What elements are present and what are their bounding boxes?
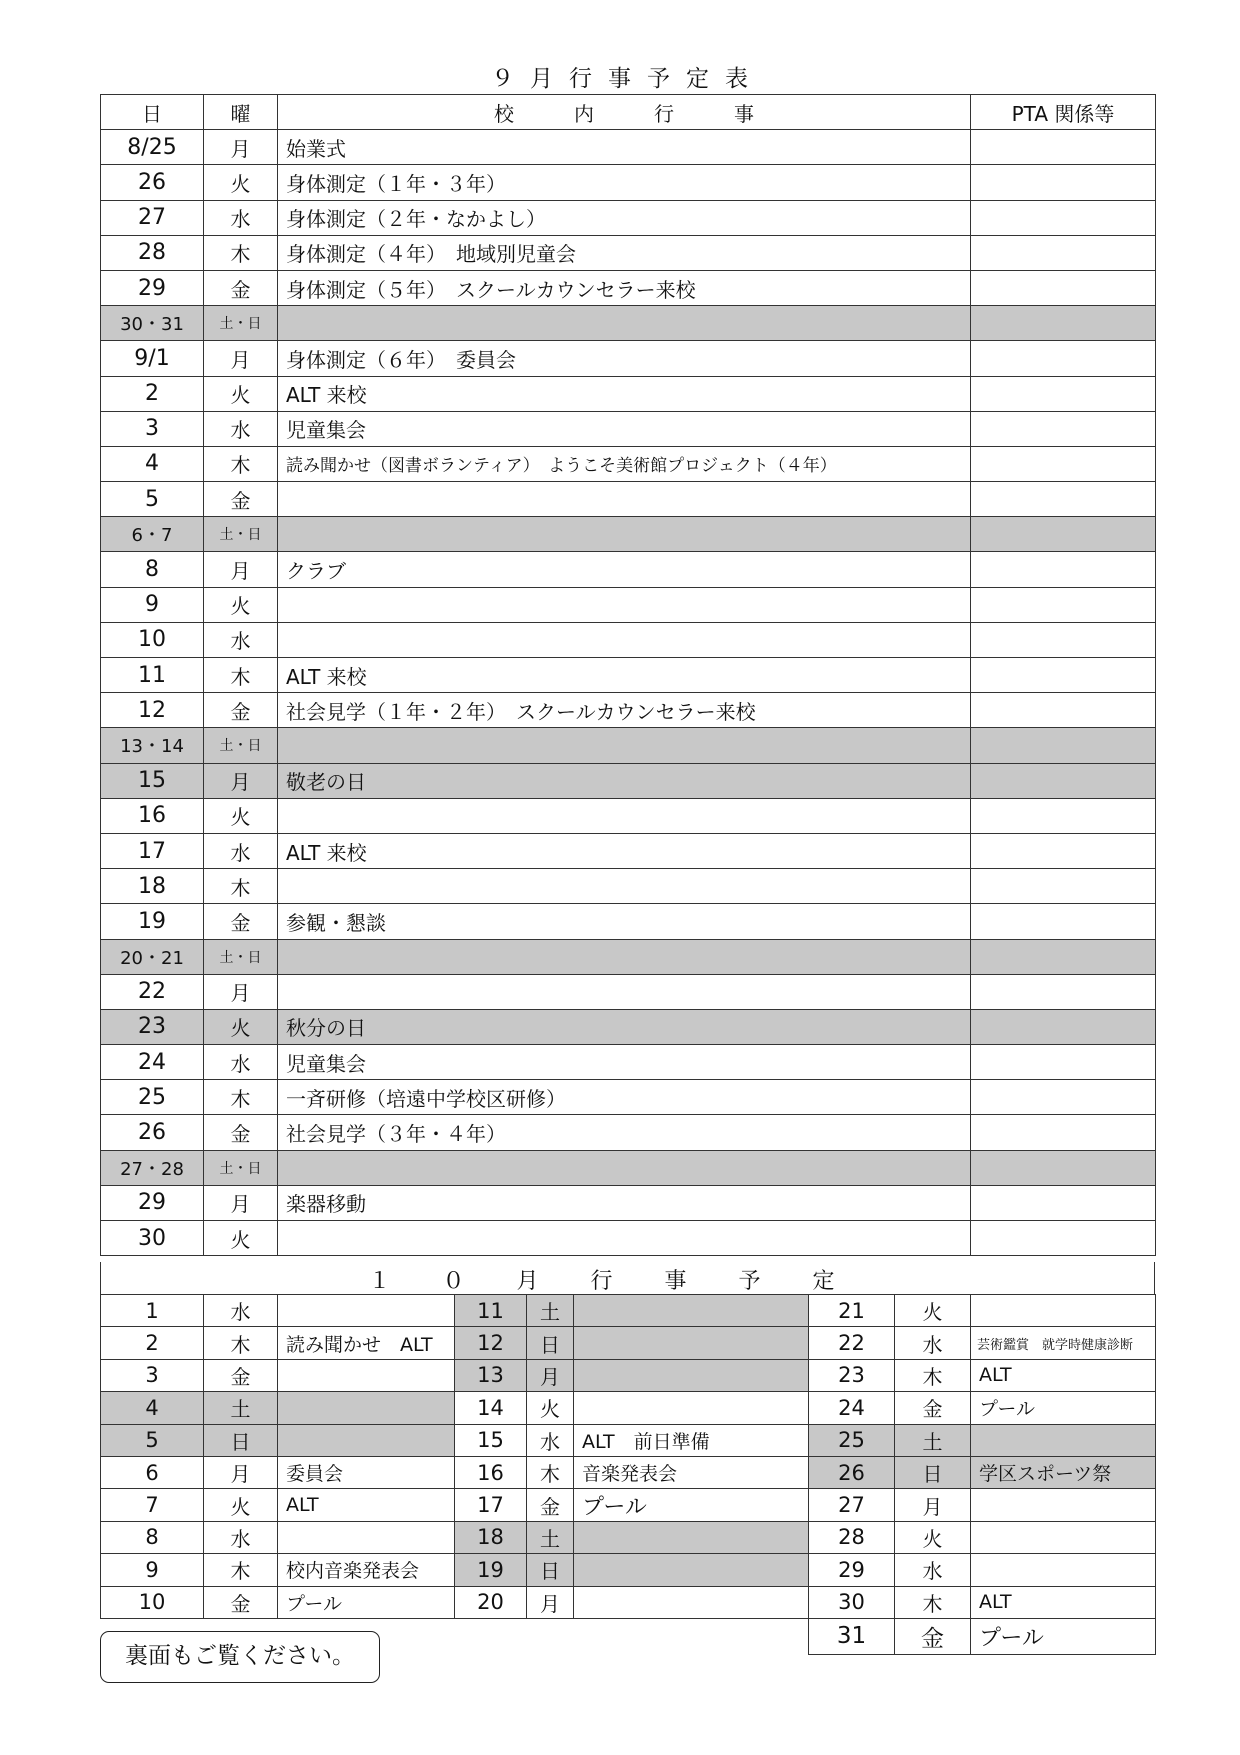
row-day-of-week: 金 <box>204 482 278 517</box>
row-date: 27 <box>101 200 204 235</box>
row-event <box>971 1554 1156 1586</box>
row-pta <box>971 869 1156 904</box>
row-date: 15 <box>455 1424 527 1456</box>
row-pta <box>971 200 1156 235</box>
row-day-of-week: 土・日 <box>204 728 278 763</box>
table-row <box>455 1359 809 1391</box>
row-date: 30 <box>101 1221 204 1256</box>
row-date: 3 <box>101 1359 204 1391</box>
row-day-of-week: 金 <box>527 1489 574 1521</box>
row-date: 5 <box>101 1424 204 1456</box>
row-event: ALT 前日準備 <box>574 1424 809 1456</box>
row-event <box>278 939 971 974</box>
row-event <box>971 1424 1156 1456</box>
table-row <box>101 341 1156 376</box>
row-day-of-week: 土 <box>204 1392 278 1424</box>
row-pta <box>971 1150 1156 1185</box>
october-title: １０月行事予定 <box>100 1262 1155 1294</box>
row-event <box>278 1359 455 1391</box>
row-day-of-week: 火 <box>204 587 278 622</box>
table-row <box>101 587 1156 622</box>
table-row <box>455 1424 809 1456</box>
row-event: 参観・懇談 <box>278 904 971 939</box>
table-row <box>101 1489 455 1521</box>
row-event <box>278 482 971 517</box>
row-day-of-week: 金 <box>204 1586 278 1618</box>
row-day-of-week: 水 <box>204 411 278 446</box>
row-date: 17 <box>101 833 204 868</box>
row-date: 22 <box>809 1327 895 1359</box>
row-day-of-week: 火 <box>527 1392 574 1424</box>
row-pta <box>971 1080 1156 1115</box>
row-pta <box>971 728 1156 763</box>
table-row <box>101 658 1156 693</box>
row-event: 読み聞かせ ALT <box>278 1327 455 1359</box>
table-row <box>101 165 1156 200</box>
row-date: 20 <box>455 1586 527 1618</box>
table-row <box>809 1489 1156 1521</box>
table-row <box>101 517 1156 552</box>
row-day-of-week: 木 <box>204 869 278 904</box>
header-pta: PTA 関係等 <box>971 95 1156 130</box>
row-event <box>278 622 971 657</box>
row-event: 社会見学（１年・２年） スクールカウンセラー来校 <box>278 693 971 728</box>
row-pta <box>971 306 1156 341</box>
october-table-col3 <box>808 1294 1156 1655</box>
row-event <box>278 1424 455 1456</box>
row-event <box>574 1359 809 1391</box>
row-day-of-week: 土・日 <box>204 517 278 552</box>
row-event <box>278 869 971 904</box>
row-event: ALT <box>971 1359 1156 1391</box>
header-school-events: 校内行事 <box>278 95 971 130</box>
row-event: 始業式 <box>278 130 971 165</box>
table-row <box>101 1150 1156 1185</box>
table-row <box>101 552 1156 587</box>
header-day-of-week: 曜 <box>204 95 278 130</box>
row-event: 音楽発表会 <box>574 1456 809 1488</box>
row-event <box>971 1489 1156 1521</box>
row-event <box>574 1327 809 1359</box>
row-day-of-week: 火 <box>895 1295 971 1327</box>
table-row <box>101 1521 455 1553</box>
row-day-of-week: 金 <box>895 1392 971 1424</box>
row-date: 5 <box>101 482 204 517</box>
table-row <box>455 1586 809 1618</box>
table-row <box>101 728 1156 763</box>
row-date: 10 <box>101 622 204 657</box>
table-row <box>101 798 1156 833</box>
table-row <box>101 1456 455 1488</box>
table-row <box>101 200 1156 235</box>
row-date: 29 <box>101 270 204 305</box>
row-date: 13 <box>455 1359 527 1391</box>
table-row <box>455 1521 809 1553</box>
table-row <box>101 411 1156 446</box>
table-row <box>101 1185 1156 1220</box>
october-table-col2 <box>454 1294 809 1619</box>
row-event <box>278 587 971 622</box>
table-row <box>101 376 1156 411</box>
row-day-of-week: 金 <box>204 1115 278 1150</box>
table-row <box>101 1554 455 1586</box>
row-day-of-week: 火 <box>204 376 278 411</box>
row-event: ALT 来校 <box>278 658 971 693</box>
row-date: 11 <box>101 658 204 693</box>
row-pta <box>971 270 1156 305</box>
row-day-of-week: 金 <box>204 693 278 728</box>
row-event: 秋分の日 <box>278 1009 971 1044</box>
table-row <box>101 1327 455 1359</box>
table-row <box>101 1221 1156 1256</box>
row-date: 14 <box>455 1392 527 1424</box>
row-event: 学区スポーツ祭 <box>971 1456 1156 1488</box>
row-date: 25 <box>809 1424 895 1456</box>
table-row <box>455 1327 809 1359</box>
row-day-of-week: 月 <box>204 763 278 798</box>
table-row <box>101 446 1156 481</box>
row-pta <box>971 693 1156 728</box>
row-date: 24 <box>809 1392 895 1424</box>
row-pta <box>971 798 1156 833</box>
row-date: 23 <box>101 1009 204 1044</box>
row-day-of-week: 水 <box>895 1554 971 1586</box>
table-row <box>809 1618 1156 1654</box>
row-day-of-week: 水 <box>204 200 278 235</box>
row-date: 20・21 <box>101 939 204 974</box>
row-event <box>574 1554 809 1586</box>
row-day-of-week: 木 <box>204 1554 278 1586</box>
row-day-of-week: 水 <box>895 1327 971 1359</box>
row-date: 2 <box>101 1327 204 1359</box>
row-event: ALT <box>971 1586 1156 1618</box>
table-row <box>809 1456 1156 1488</box>
row-event <box>574 1392 809 1424</box>
row-event: プール <box>971 1618 1156 1654</box>
row-event <box>574 1586 809 1618</box>
row-date: 28 <box>101 235 204 270</box>
row-date: 9 <box>101 1554 204 1586</box>
row-day-of-week: 月 <box>204 552 278 587</box>
row-day-of-week: 月 <box>204 1456 278 1488</box>
table-row <box>809 1586 1156 1618</box>
row-date: 19 <box>101 904 204 939</box>
row-pta <box>971 446 1156 481</box>
row-event <box>574 1521 809 1553</box>
row-date: 30 <box>809 1586 895 1618</box>
row-pta <box>971 622 1156 657</box>
row-event: ALT 来校 <box>278 376 971 411</box>
row-event: 敬老の日 <box>278 763 971 798</box>
row-date: 2 <box>101 376 204 411</box>
row-pta <box>971 904 1156 939</box>
row-date: 29 <box>101 1185 204 1220</box>
table-row <box>809 1295 1156 1327</box>
row-day-of-week: 土 <box>527 1521 574 1553</box>
row-event: 社会見学（３年・４年） <box>278 1115 971 1150</box>
table-row <box>101 1586 455 1618</box>
row-date: 16 <box>101 798 204 833</box>
row-day-of-week: 火 <box>204 1221 278 1256</box>
row-event: 委員会 <box>278 1456 455 1488</box>
table-row <box>101 235 1156 270</box>
row-date: 9 <box>101 587 204 622</box>
table-header-row <box>101 95 1156 130</box>
row-date: 8 <box>101 1521 204 1553</box>
row-pta <box>971 939 1156 974</box>
table-row <box>809 1392 1156 1424</box>
row-date: 27 <box>809 1489 895 1521</box>
row-pta <box>971 130 1156 165</box>
row-day-of-week: 月 <box>895 1489 971 1521</box>
row-pta <box>971 165 1156 200</box>
table-row <box>101 1009 1156 1044</box>
row-date: 11 <box>455 1295 527 1327</box>
table-row <box>101 1045 1156 1080</box>
row-day-of-week: 火 <box>204 1009 278 1044</box>
row-event <box>574 1295 809 1327</box>
row-date: 15 <box>101 763 204 798</box>
row-event <box>971 1521 1156 1553</box>
row-event <box>278 306 971 341</box>
table-row <box>809 1327 1156 1359</box>
table-row <box>101 763 1156 798</box>
table-row <box>101 130 1156 165</box>
row-date: 4 <box>101 1392 204 1424</box>
row-day-of-week: 木 <box>204 446 278 481</box>
table-row <box>455 1392 809 1424</box>
row-date: 10 <box>101 1586 204 1618</box>
row-date: 16 <box>455 1456 527 1488</box>
table-row <box>101 833 1156 868</box>
row-event: 読み聞かせ（図書ボランティア） ようこそ美術館プロジェクト（４年） <box>278 446 971 481</box>
row-day-of-week: 土・日 <box>204 306 278 341</box>
row-pta <box>971 341 1156 376</box>
row-date: 8 <box>101 552 204 587</box>
row-day-of-week: 土 <box>895 1424 971 1456</box>
row-day-of-week: 金 <box>204 1359 278 1391</box>
row-pta <box>971 552 1156 587</box>
row-date: 30・31 <box>101 306 204 341</box>
table-row <box>101 1392 455 1424</box>
row-pta <box>971 587 1156 622</box>
row-day-of-week: 木 <box>895 1359 971 1391</box>
row-event: 身体測定（１年・３年） <box>278 165 971 200</box>
row-date: 24 <box>101 1045 204 1080</box>
row-day-of-week: 土 <box>527 1295 574 1327</box>
table-row <box>101 622 1156 657</box>
row-day-of-week: 木 <box>204 1327 278 1359</box>
row-day-of-week: 木 <box>204 1080 278 1115</box>
row-day-of-week: 月 <box>204 130 278 165</box>
row-pta <box>971 1221 1156 1256</box>
table-row <box>101 939 1156 974</box>
row-date: 12 <box>101 693 204 728</box>
table-row <box>101 904 1156 939</box>
table-row <box>809 1521 1156 1553</box>
table-row <box>101 869 1156 904</box>
row-event <box>278 1295 455 1327</box>
table-row <box>809 1424 1156 1456</box>
row-date: 4 <box>101 446 204 481</box>
row-date: 18 <box>101 869 204 904</box>
row-event: ALT <box>278 1489 455 1521</box>
row-event: 身体測定（２年・なかよし） <box>278 200 971 235</box>
row-event: 校内音楽発表会 <box>278 1554 455 1586</box>
table-row <box>101 306 1156 341</box>
row-date: 13・14 <box>101 728 204 763</box>
row-day-of-week: 金 <box>895 1618 971 1654</box>
table-row <box>455 1554 809 1586</box>
row-day-of-week: 土・日 <box>204 1150 278 1185</box>
row-pta <box>971 1185 1156 1220</box>
row-event: 一斉研修（培遠中学校区研修） <box>278 1080 971 1115</box>
row-date: 7 <box>101 1489 204 1521</box>
october-table-col1 <box>100 1294 455 1619</box>
row-event <box>278 1392 455 1424</box>
row-day-of-week: 水 <box>204 1521 278 1553</box>
row-day-of-week: 日 <box>527 1327 574 1359</box>
row-date: 25 <box>101 1080 204 1115</box>
row-date: 12 <box>455 1327 527 1359</box>
row-pta <box>971 482 1156 517</box>
page-title: ９月行事予定表 <box>491 66 764 92</box>
row-date: 23 <box>809 1359 895 1391</box>
row-event <box>278 974 971 1009</box>
row-event: 身体測定（６年） 委員会 <box>278 341 971 376</box>
row-pta <box>971 763 1156 798</box>
table-row <box>455 1489 809 1521</box>
row-date: 9/1 <box>101 341 204 376</box>
row-event <box>278 728 971 763</box>
table-row <box>809 1554 1156 1586</box>
row-day-of-week: 日 <box>527 1554 574 1586</box>
row-day-of-week: 火 <box>204 798 278 833</box>
row-event: 芸術鑑賞 就学時健康診断 <box>971 1327 1156 1359</box>
row-day-of-week: 土・日 <box>204 939 278 974</box>
row-date: 6・7 <box>101 517 204 552</box>
row-pta <box>971 376 1156 411</box>
row-event: 身体測定（５年） スクールカウンセラー来校 <box>278 270 971 305</box>
row-date: 6 <box>101 1456 204 1488</box>
row-pta <box>971 411 1156 446</box>
row-date: 1 <box>101 1295 204 1327</box>
row-pta <box>971 235 1156 270</box>
table-row <box>455 1456 809 1488</box>
row-pta <box>971 833 1156 868</box>
september-schedule-table <box>100 94 1156 1256</box>
row-day-of-week: 日 <box>204 1424 278 1456</box>
row-day-of-week: 水 <box>204 833 278 868</box>
row-date: 19 <box>455 1554 527 1586</box>
row-pta <box>971 517 1156 552</box>
row-event <box>278 1521 455 1553</box>
row-event: ALT 来校 <box>278 833 971 868</box>
row-date: 27・28 <box>101 1150 204 1185</box>
row-day-of-week: 水 <box>204 622 278 657</box>
row-event: プール <box>574 1489 809 1521</box>
row-event: 児童集会 <box>278 411 971 446</box>
row-day-of-week: 水 <box>527 1424 574 1456</box>
row-pta <box>971 658 1156 693</box>
row-day-of-week: 木 <box>895 1586 971 1618</box>
row-day-of-week: 木 <box>527 1456 574 1488</box>
row-date: 17 <box>455 1489 527 1521</box>
row-day-of-week: 木 <box>204 235 278 270</box>
row-day-of-week: 月 <box>527 1586 574 1618</box>
row-event: プール <box>971 1392 1156 1424</box>
row-day-of-week: 木 <box>204 658 278 693</box>
table-row <box>101 270 1156 305</box>
row-date: 26 <box>101 1115 204 1150</box>
table-row <box>101 1080 1156 1115</box>
row-day-of-week: 金 <box>204 270 278 305</box>
row-day-of-week: 月 <box>204 341 278 376</box>
row-pta <box>971 1009 1156 1044</box>
table-row <box>101 974 1156 1009</box>
row-event: 身体測定（４年） 地域別児童会 <box>278 235 971 270</box>
row-event: クラブ <box>278 552 971 587</box>
row-event: プール <box>278 1586 455 1618</box>
row-date: 8/25 <box>101 130 204 165</box>
row-event <box>971 1295 1156 1327</box>
row-date: 18 <box>455 1521 527 1553</box>
row-day-of-week: 火 <box>204 165 278 200</box>
row-date: 29 <box>809 1554 895 1586</box>
header-date: 日 <box>101 95 204 130</box>
row-date: 26 <box>809 1456 895 1488</box>
table-row <box>101 1115 1156 1150</box>
row-day-of-week: 月 <box>204 1185 278 1220</box>
row-event: 児童集会 <box>278 1045 971 1080</box>
row-pta <box>971 1115 1156 1150</box>
row-date: 28 <box>809 1521 895 1553</box>
table-row <box>101 1295 455 1327</box>
table-row <box>809 1359 1156 1391</box>
row-day-of-week: 水 <box>204 1295 278 1327</box>
row-day-of-week: 火 <box>895 1521 971 1553</box>
table-row <box>101 1424 455 1456</box>
row-day-of-week: 金 <box>204 904 278 939</box>
row-pta <box>971 1045 1156 1080</box>
row-day-of-week: 水 <box>204 1045 278 1080</box>
row-event <box>278 517 971 552</box>
row-event <box>278 1221 971 1256</box>
table-row <box>101 693 1156 728</box>
row-event <box>278 798 971 833</box>
row-date: 3 <box>101 411 204 446</box>
see-reverse-note: 裏面もご覧ください。 <box>100 1631 380 1683</box>
table-row <box>455 1295 809 1327</box>
row-date: 21 <box>809 1295 895 1327</box>
table-row <box>101 1359 455 1391</box>
row-day-of-week: 日 <box>895 1456 971 1488</box>
table-row <box>101 482 1156 517</box>
row-day-of-week: 火 <box>204 1489 278 1521</box>
row-day-of-week: 月 <box>204 974 278 1009</box>
row-date: 26 <box>101 165 204 200</box>
row-pta <box>971 974 1156 1009</box>
row-day-of-week: 月 <box>527 1359 574 1391</box>
row-date: 31 <box>809 1618 895 1654</box>
row-event <box>278 1150 971 1185</box>
row-event: 楽器移動 <box>278 1185 971 1220</box>
row-date: 22 <box>101 974 204 1009</box>
